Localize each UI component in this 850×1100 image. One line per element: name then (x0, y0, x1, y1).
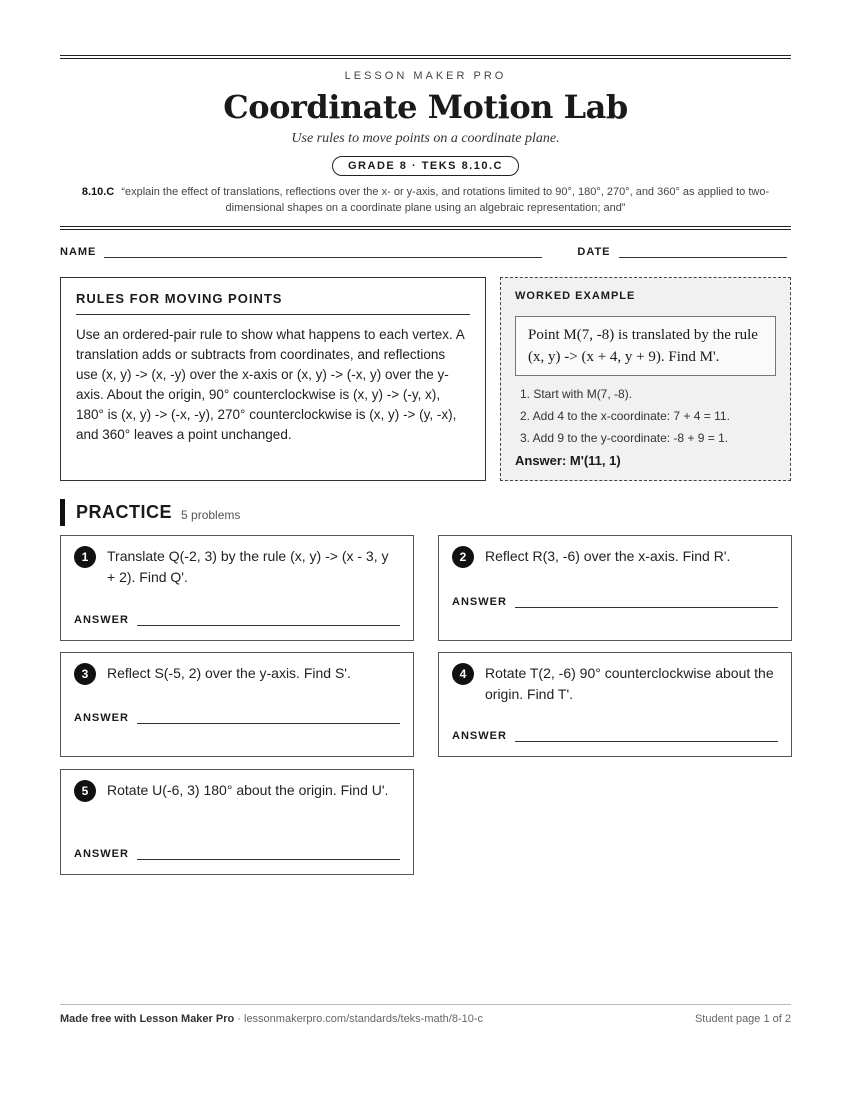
problem-text: Rotate T(2, -6) 90° counterclockwise about the origin. Find T'. (485, 665, 774, 702)
page-subtitle: Use rules to move points on a coordinate plane. (291, 131, 560, 146)
standard-text: “explain the effect of translations, reflections over the x- or y-axis, and rotations limited to 90°, 180°, 270°, and 360° as applied to two-dimensional shapes on a coordinate plane using an algebraic representation; and” (121, 186, 770, 214)
practice-problems (60, 535, 791, 875)
problem-card-5 (60, 769, 414, 875)
answer-field[interactable] (515, 598, 778, 608)
footer-credit (60, 1013, 483, 1025)
problem-number-badge: 2 (452, 546, 474, 568)
answer-label: ANSWER (452, 596, 507, 608)
worked-example-title: WORKED EXAMPLE (515, 290, 636, 302)
problem-number-badge: 3 (74, 663, 96, 685)
page-footer (60, 1004, 791, 1025)
worked-example-steps (515, 383, 776, 449)
date-label: DATE (577, 246, 611, 258)
problem-card-4 (438, 652, 792, 757)
practice-count: 5 problems (181, 507, 241, 522)
problem-text: Reflect R(3, -6) over the x-axis. Find R'. (485, 548, 731, 564)
standard-description (60, 184, 791, 216)
answer-row (74, 848, 400, 860)
problem-number-badge: 1 (74, 546, 96, 568)
brand-label: LESSON MAKER PRO (344, 70, 507, 82)
worked-example-box (500, 277, 791, 481)
answer-label: ANSWER (74, 712, 129, 724)
problem-card-3 (60, 652, 414, 757)
worked-example-step: 2. Add 4 to the x-coordinate: 7 + 4 = 11. (520, 409, 730, 423)
rules-text: Use an ordered-pair rule to show what happens to each vertex. A translation adds or subtracts from coordinates, and reflections use (x, y) -> (x, -y) over the x-axis or (x, y) -> (-x, y) over the y-axis. About the origin, 90° counterclockwise is (x, y) -> (-y, x), 180° is (x, y) -> (-x, -y), 270° counterclockwise is (x, y) -> (y, -x), and 360° leaves a point unchanged. (76, 327, 464, 442)
name-field[interactable] (104, 246, 542, 258)
answer-field[interactable] (137, 616, 400, 626)
worked-example-answer: Answer: M'(11, 1) (515, 453, 621, 468)
worksheet-page (60, 55, 791, 875)
answer-label: ANSWER (74, 848, 129, 860)
intro-section (60, 277, 791, 481)
date-field[interactable] (619, 246, 787, 258)
answer-field[interactable] (137, 850, 400, 860)
page-title: Coordinate Motion Lab (223, 88, 628, 126)
header-top-rule (60, 55, 791, 59)
header-bottom-rule (60, 226, 791, 230)
problem-card-1 (60, 535, 414, 641)
answer-row (452, 596, 778, 608)
worked-example-problem: Point M(7, -8) is translated by the rule (x, y) -> (x + 4, y + 9). Find M'. (515, 316, 776, 376)
name-label: NAME (60, 246, 97, 258)
problem-text: Rotate U(-6, 3) 180° about the origin. Find U'. (107, 782, 389, 798)
answer-field[interactable] (137, 714, 400, 724)
grade-badge: GRADE 8 · TEKS 8.10.C (332, 156, 519, 176)
problem-text: Reflect S(-5, 2) over the y-axis. Find S'. (107, 665, 351, 681)
problem-number-badge: 4 (452, 663, 474, 685)
footer-url[interactable]: · lessonmakerpro.com/standards/teks-math/8-10-c (234, 1013, 484, 1025)
rules-title: RULES FOR MOVING POINTS (76, 291, 470, 315)
practice-title: PRACTICE (76, 502, 173, 522)
name-date-row (60, 246, 791, 258)
answer-label: ANSWER (74, 614, 129, 626)
answer-label: ANSWER (452, 730, 507, 742)
rules-box (60, 277, 486, 481)
problem-number-badge: 5 (74, 780, 96, 802)
answer-row (74, 614, 400, 626)
answer-field[interactable] (515, 732, 778, 742)
footer-page-number: Student page 1 of 2 (694, 1013, 791, 1025)
problem-card-2 (438, 535, 792, 641)
worked-example-step: 3. Add 9 to the y-coordinate: -8 + 9 = 1. (520, 431, 729, 445)
answer-row (74, 712, 400, 724)
practice-header (60, 499, 791, 526)
problem-text: Translate Q(-2, 3) by the rule (x, y) -> (x - 3, y + 2). Find Q'. (107, 548, 389, 585)
answer-row (452, 730, 778, 742)
worked-example-step: 1. Start with M(7, -8). (520, 387, 633, 401)
standard-code: 8.10.C (81, 186, 115, 198)
footer-made-with: Made free with Lesson Maker Pro (60, 1013, 235, 1025)
